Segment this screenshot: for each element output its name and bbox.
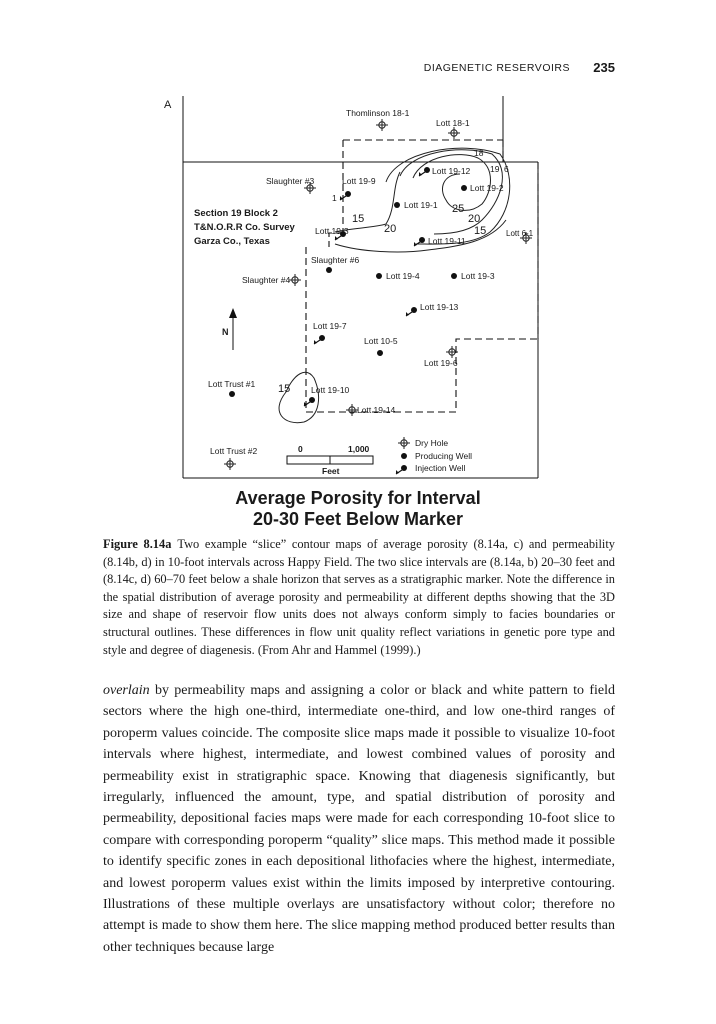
legend-producing-symbol bbox=[401, 453, 407, 459]
well-label: Lott 19-9 bbox=[342, 176, 376, 186]
contour-label: 25 bbox=[452, 203, 465, 215]
legend-producing-label: Producing Well bbox=[415, 451, 473, 461]
well-marker bbox=[376, 119, 388, 131]
north-label: N bbox=[222, 327, 229, 337]
well-label: Lott 19-1 bbox=[404, 200, 438, 210]
legend-injection-symbol bbox=[396, 465, 407, 474]
well-label: Lott 6-1 bbox=[506, 229, 534, 238]
panel-label: A bbox=[164, 99, 172, 111]
well-marker bbox=[414, 237, 425, 246]
well-label: Lott Trust #2 bbox=[210, 446, 258, 456]
well-label: Lott 19-10 bbox=[311, 385, 350, 395]
figure-title-line2: 20-30 Feet Below Marker bbox=[252, 509, 464, 529]
well-label: Lott 19-3 bbox=[315, 226, 349, 236]
legend-injection-label: Injection Well bbox=[415, 463, 466, 473]
body-lead-word: overlain bbox=[103, 683, 150, 698]
well-marker bbox=[406, 307, 417, 316]
well-label: Lott 19-12 bbox=[432, 166, 471, 176]
scale-end: 1,000 bbox=[348, 444, 370, 454]
well-label: Lott 19-6 bbox=[424, 358, 458, 368]
location-label-line1: Section 19 Block 2 bbox=[194, 208, 278, 219]
well-label: Lott 18-1 bbox=[436, 118, 470, 128]
well-marker bbox=[229, 391, 235, 397]
well-label: Lott 19-4 bbox=[386, 271, 420, 281]
well-marker bbox=[289, 274, 301, 286]
well-label: Slaughter #4 bbox=[242, 275, 291, 285]
well-label: Lott 19-2 bbox=[470, 183, 504, 193]
north-arrow-head bbox=[229, 308, 237, 318]
figure-title-line1: Average Porosity for Interval bbox=[235, 488, 481, 508]
well-label: Lott 19-3 bbox=[461, 271, 495, 281]
contour-label: 20 bbox=[384, 223, 397, 235]
scale-unit: Feet bbox=[322, 466, 340, 476]
body-text: by permeability maps and assigning a color or black and white pattern to field sectors where the high one-third, intermediate one-third, and low one-third ranges of poroperm values coincide. The composite slice maps made it possible to visualize 10-foot intervals where highest, intermediate, and lowest combined values of porosity and permeability exist in stratigraphic space. Knowing that diagenesis significantly, but irregularly, influenced the amount, type, and spatial distribution of porosity and permeability, depositional facies maps were made for each corresponding 10-foot slice to compare with corresponding poroperm “quality” slice maps. This method made it possible to identify specific zones in each depositional lithofacies where the highest, intermediate, and lowest poroperm values exist within the limits imposed by interpretive contouring. Illustrations of these multiple overlays are unsatisfactory without color; therefore no attempt is made to show them here. The slice mapping method produced better results than other techniques because large bbox=[103, 683, 615, 955]
section-number-6: 6 bbox=[504, 164, 509, 174]
well-label: Lott 19-7 bbox=[313, 321, 347, 331]
well-label: Slaughter #3 bbox=[266, 176, 315, 186]
scale-start: 0 bbox=[298, 444, 303, 454]
figure-title bbox=[100, 488, 616, 530]
section-number-18: 18 bbox=[474, 148, 484, 158]
well-label: Lott 19-14 bbox=[357, 405, 396, 415]
well-marker bbox=[224, 458, 236, 470]
contour-label: 20 bbox=[468, 213, 481, 225]
legend-dry-label: Dry Hole bbox=[415, 438, 449, 448]
well-marker bbox=[451, 273, 457, 279]
body-paragraph bbox=[103, 680, 615, 958]
contour-label: 15 bbox=[278, 383, 291, 395]
well-label: Lott 19-11 bbox=[428, 236, 466, 246]
page-number: 235 bbox=[593, 60, 615, 75]
figure-label: Figure 8.14a bbox=[103, 537, 172, 551]
well-marker bbox=[376, 273, 382, 279]
well-marker bbox=[461, 185, 467, 191]
well-marker bbox=[377, 350, 383, 356]
well-label: Lott Trust #1 bbox=[208, 379, 256, 389]
location-label-line2: T&N.O.R.R Co. Survey bbox=[194, 222, 295, 233]
well-label: Lott 10-5 bbox=[364, 336, 398, 346]
well-marker bbox=[394, 202, 400, 208]
figure-caption bbox=[103, 536, 615, 659]
contour-label: 15 bbox=[474, 225, 487, 237]
section-number-19: 19 bbox=[490, 164, 500, 174]
well-label: Thomlinson 18-1 bbox=[346, 108, 410, 118]
running-head: DIAGENETIC RESERVOIRS bbox=[423, 62, 570, 74]
well-marker bbox=[314, 335, 325, 344]
porosity-map-figure bbox=[160, 92, 550, 492]
page-header bbox=[0, 62, 716, 82]
well-marker bbox=[419, 167, 430, 176]
section-boundary bbox=[306, 140, 538, 412]
well-marker bbox=[340, 191, 351, 200]
well-label: Lott 19-13 bbox=[420, 302, 459, 312]
well-marker bbox=[326, 267, 332, 273]
section-number-1: 1 bbox=[332, 193, 337, 203]
location-label-line3: Garza Co., Texas bbox=[194, 236, 270, 247]
well-marker bbox=[448, 127, 460, 139]
contour-label: 15 bbox=[352, 213, 365, 225]
well-label: Slaughter #6 bbox=[311, 255, 360, 265]
legend-dry-symbol bbox=[398, 437, 410, 449]
caption-text: Two example “slice” contour maps of average porosity (8.14a, c) and permeability (8.14b, d) in 10-foot intervals across Happy Field. The two slice intervals are (8.14a, b) 20–30 feet and (8.14c, d) 60–70 feet below a shale horizon that serves as a stratigraphic marker. Note the difference in the spatial distribution of average porosity and permeability at different depths showing that the 3D size and shape of reservoir flow units does not always conform simply to facies boundaries or structural outlines. These differences in flow unit quality reflect variations in genetic pore type and style and degree of diagenesis. (From Ahr and Hammel (1999).) bbox=[103, 537, 615, 657]
